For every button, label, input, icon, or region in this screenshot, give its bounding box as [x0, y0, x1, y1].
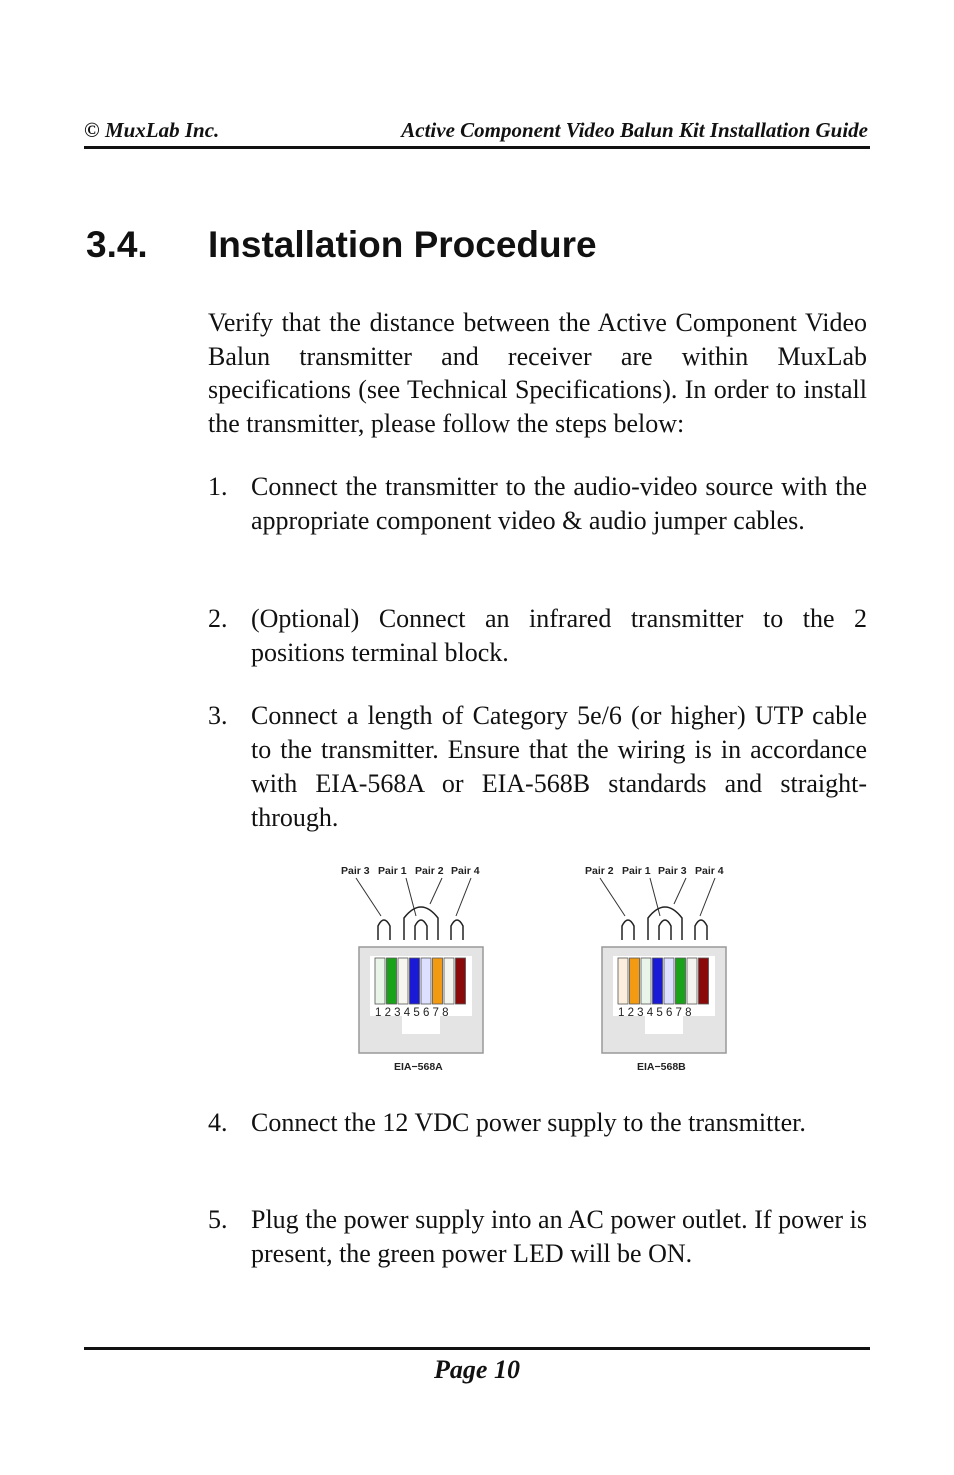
page-number: Page 10	[434, 1355, 520, 1384]
pair-label: Pair 2	[585, 865, 614, 877]
pin-numbers: 1 2 3 4 5 6 7 8	[618, 1007, 692, 1019]
list-item-text: Connect the 12 VDC power supply to the transmitter.	[251, 1108, 806, 1137]
list-item-text: Connect the transmitter to the audio-video source with the appropriate component video & audio jumper cables.	[251, 472, 867, 535]
page-header	[84, 116, 870, 149]
list-item-number: 3.	[208, 701, 228, 730]
pair-label: Pair 3	[658, 865, 687, 877]
list-item-text: Plug the power supply into an AC power outlet. If power is present, the green power LED will be ON.	[251, 1205, 867, 1268]
list-item-number: 4.	[208, 1108, 228, 1137]
header-company: © MuxLab Inc.	[84, 118, 220, 142]
list-item-text: (Optional) Connect an infrared transmitter to the 2 positions terminal block.	[251, 604, 867, 667]
intro-paragraph: Verify that the distance between the Active Component Video Balun transmitter and receiver are within MuxLab specifications (see Technical Specifications). In order to install the transmitter, please follow the steps below:	[208, 308, 867, 438]
footer-divider	[84, 1347, 870, 1350]
eia-568b-diagram	[585, 865, 726, 1073]
list-item-number: 2.	[208, 604, 228, 633]
pair-label: Pair 1	[378, 865, 407, 877]
pair-label: Pair 3	[341, 865, 370, 877]
pair-label: Pair 4	[451, 865, 480, 877]
list-item-number: 5.	[208, 1205, 228, 1234]
header-document-title: Active Component Video Balun Kit Installation Guide	[401, 118, 868, 142]
section-number: 3.4.	[86, 224, 148, 265]
figure-caption: EIA−568B	[637, 1061, 686, 1073]
list-item-text: Connect a length of Category 5e/6 (or higher) UTP cable to the transmitter. Ensure that the wiring is in accordance with EIA-568A or EIA-568B standards and straight-through.	[251, 701, 867, 832]
pair-label: Pair 2	[415, 865, 444, 877]
figure-caption: EIA−568A	[394, 1061, 443, 1073]
pair-label: Pair 4	[695, 865, 724, 877]
list-item-number: 1.	[208, 472, 228, 501]
pair-label: Pair 1	[622, 865, 651, 877]
section-title: Installation Procedure	[208, 224, 597, 265]
pin-numbers: 1 2 3 4 5 6 7 8	[375, 1007, 449, 1019]
rj45-wiring-figure	[338, 858, 748, 1078]
eia-568a-diagram	[341, 865, 483, 1073]
